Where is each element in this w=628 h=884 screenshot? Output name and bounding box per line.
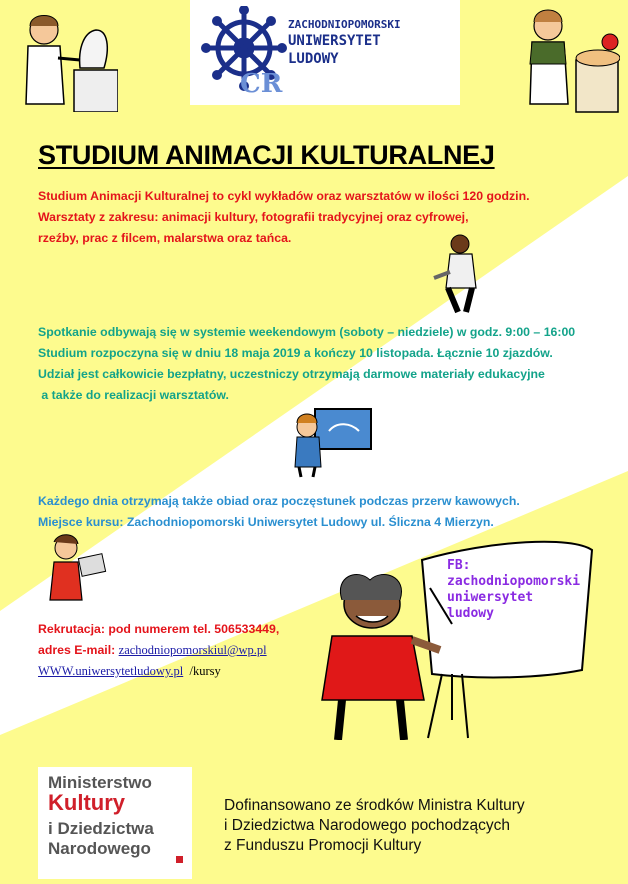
schedule-line: Studium rozpoczyna się w dniu 18 maja 2019 a kończy 10 listopada. Łącznie 10 zjazdów. [38, 346, 553, 360]
facebook-info [447, 558, 597, 622]
logo-line-2: UNIWERSYTET [288, 33, 381, 49]
svg-text:CR: CR [240, 69, 283, 98]
contact-section [38, 619, 279, 682]
funding-line: z Funduszu Promocji Kultury [224, 837, 422, 854]
funding-line: i Dziedzictwa Narodowego pochodzących [224, 817, 511, 834]
website-suffix: /kursy [183, 664, 221, 678]
fb-line: FB: [447, 558, 471, 573]
logo-line-3: LUDOWY [288, 51, 339, 67]
intro-line: rzeźby, prac z filcem, malarstwa oraz tańca. [38, 231, 292, 245]
ministry-line-2: Kultury [48, 790, 125, 815]
extras-line: Każdego dnia otrzymają także obiad oraz poczęstunek podczas przerw kawowych. [38, 494, 520, 508]
ministry-line-4: Narodowego [48, 839, 151, 858]
ship-wheel-icon [200, 6, 288, 98]
fb-line: uniwersytet [447, 590, 534, 605]
funding-line: Dofinansowano ze środków Ministra Kultury [224, 797, 525, 814]
extras-section [38, 491, 520, 533]
fb-line: ludowy [447, 606, 494, 621]
intro-section [38, 186, 530, 249]
ministry-dot [176, 856, 183, 863]
website-link[interactable]: WWW.uniwersytetludowy.pl [38, 664, 184, 678]
extras-line: Miejsce kursu: Zachodniopomorski Uniwersytet Ludowy ul. Śliczna 4 Mierzyn. [38, 515, 494, 529]
reader-clipart [44, 534, 108, 606]
logo-line-1: ZACHODNIOPOMORSKI [288, 18, 401, 31]
funding-note [224, 796, 525, 856]
schedule-section [38, 322, 575, 406]
teacher-board-clipart [285, 405, 373, 479]
page-title: STUDIUM ANIMACJI KULTURALNEJ [38, 140, 495, 170]
sculptor-clipart [18, 8, 118, 112]
ministry-line-1: Ministerstwo [48, 773, 152, 792]
university-logo [190, 0, 460, 105]
chef-clipart [520, 4, 620, 114]
intro-line: Warsztaty z zakresu: animacji kultury, fotografii tradycyjnej oraz cyfrowej, [38, 210, 469, 224]
intro-line: Studium Animacji Kulturalnej to cykl wykładów oraz warsztatów w ilości 120 godzin. [38, 189, 530, 203]
schedule-line: Udział jest całkowicie bezpłatny, uczestniczy otrzymają darmowe materiały edukacyjne [38, 367, 545, 381]
ministry-line-3: i Dziedzictwa [48, 819, 154, 838]
recruitment-text: Rekrutacja: pod numerem tel. 506533449, [38, 622, 280, 636]
email-link[interactable]: zachodniopomorskiul@wp.pl [118, 643, 267, 657]
fb-line: zachodniopomorski [447, 574, 581, 589]
email-label: adres E-mail: [38, 643, 119, 657]
schedule-line: a także do realizacji warsztatów. [38, 388, 229, 402]
schedule-line: Spotkanie odbywają się w systemie weekendowym (soboty – niedziele) w godz. 9:00 – 16:00 [38, 325, 576, 339]
ministry-logo [38, 767, 192, 879]
